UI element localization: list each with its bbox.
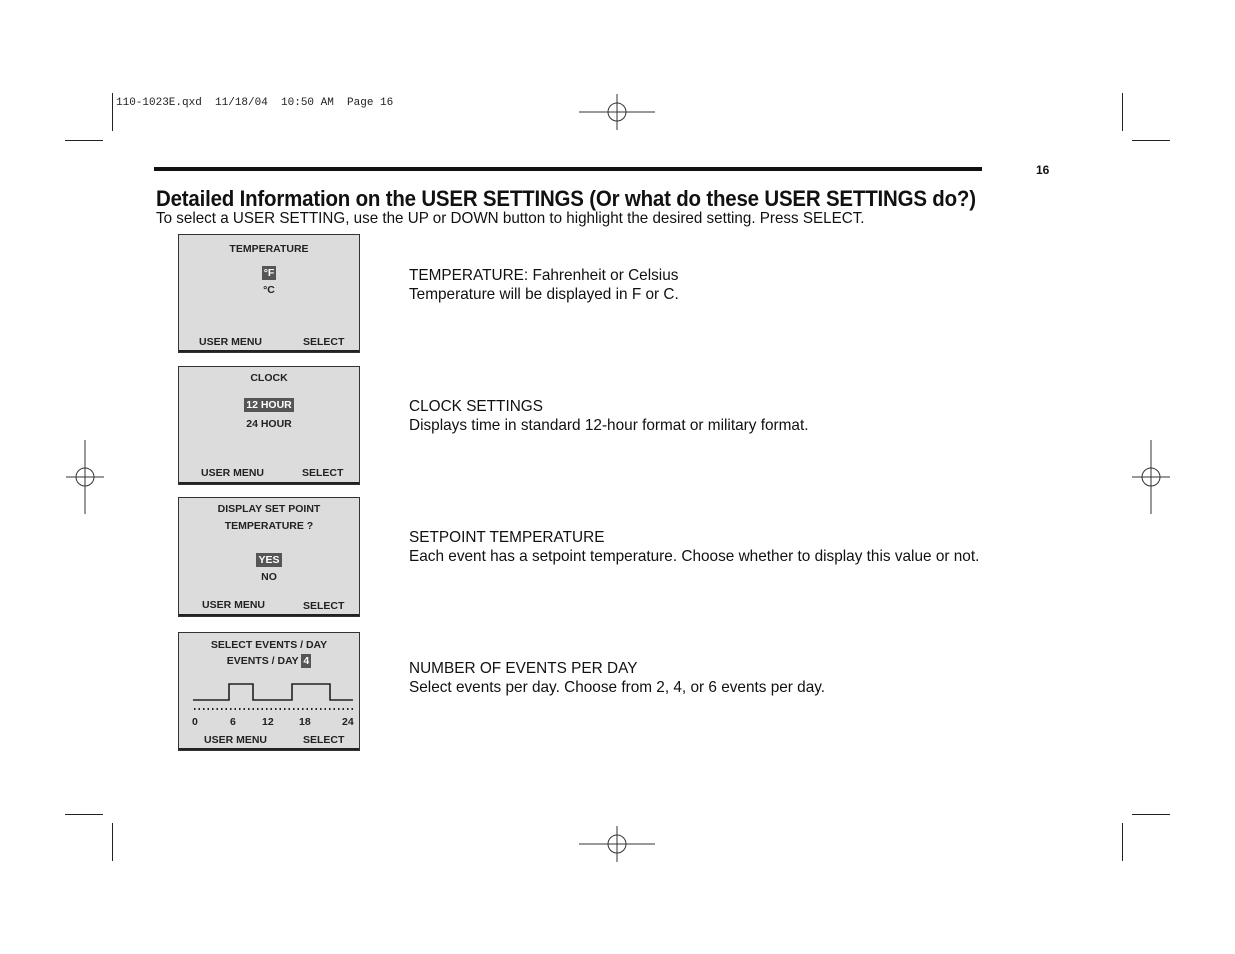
select-label[interactable]: SELECT (303, 336, 345, 348)
print-slug: 110-1023E.qxd 11/18/04 10:50 AM Page 16 (116, 97, 394, 109)
user-menu-label[interactable]: USER MENU (201, 467, 265, 479)
screen-title-line1: DISPLAY SET POINT (217, 503, 321, 515)
intro-text: To select a USER SETTING, use the UP or DOWN button to highlight the desired setting. Press SELECT. (156, 210, 865, 227)
screen-title: CLOCK (250, 372, 288, 384)
description-heading: SETPOINT TEMPERATURE (409, 529, 605, 546)
clock-screen (178, 366, 360, 485)
select-label[interactable]: SELECT (303, 600, 345, 612)
description-body: Select events per day. Choose from 2, 4, or 6 events per day. (409, 679, 826, 696)
screen-title: TEMPERATURE (229, 243, 309, 255)
crop-mark-bottom-left-h (65, 814, 103, 815)
registration-mark-left-icon (66, 440, 104, 514)
crop-mark-top-right-v (1122, 93, 1123, 131)
registration-mark-right-icon (1132, 440, 1170, 514)
no-option[interactable]: NO (261, 571, 277, 583)
crop-mark-bottom-right-v (1122, 823, 1123, 861)
description-heading: CLOCK SETTINGS (409, 398, 543, 415)
temperature-description (409, 266, 679, 304)
screen-title-line2: TEMPERATURE ? (224, 520, 314, 532)
option-row (179, 267, 359, 279)
screen-bottom-edge (179, 482, 359, 484)
24-hour-option[interactable]: 24 HOUR (246, 418, 292, 430)
registration-mark-top-icon (579, 94, 655, 130)
option-row (179, 554, 359, 566)
description-body: Temperature will be displayed in F or C. (409, 286, 679, 303)
events-value[interactable]: 4 (303, 655, 310, 667)
events-row (179, 655, 359, 667)
events-description (409, 659, 825, 697)
events-screen (178, 632, 360, 751)
screen-bottom-edge (179, 614, 359, 616)
temperature-screen (178, 234, 360, 353)
crop-mark-bottom-left-v (112, 823, 113, 861)
celsius-option[interactable]: °C (263, 284, 275, 296)
user-menu-label[interactable]: USER MENU (204, 734, 268, 746)
description-body: Each event has a setpoint temperature. Choose whether to display this value or not. (409, 548, 980, 565)
user-menu-label[interactable]: USER MENU (199, 336, 263, 348)
events-timeline-icon (191, 681, 355, 711)
screen-bottom-edge (179, 350, 359, 352)
select-label[interactable]: SELECT (302, 467, 344, 479)
header-rule (154, 167, 982, 171)
page-number: 16 (1036, 163, 1050, 177)
tick-label-18: 18 (299, 716, 311, 728)
crop-mark-top-right-h (1132, 140, 1170, 141)
tick-label-24: 24 (342, 716, 354, 728)
crop-mark-top-left-h (65, 140, 103, 141)
tick-label-0: 0 (192, 716, 198, 728)
description-body: Displays time in standard 12-hour format or military format. (409, 417, 809, 434)
option-row (179, 399, 359, 411)
crop-mark-top-left-v (112, 93, 113, 131)
crop-mark-bottom-right-h (1132, 814, 1170, 815)
tick-label-6: 6 (230, 716, 236, 728)
tick-label-12: 12 (262, 716, 274, 728)
yes-option[interactable]: YES (258, 554, 280, 566)
select-label[interactable]: SELECT (303, 734, 345, 746)
description-heading: TEMPERATURE: Fahrenheit or Celsius (409, 267, 679, 284)
screen-title-line1: SELECT EVENTS / DAY (210, 639, 328, 651)
description-heading: NUMBER OF EVENTS PER DAY (409, 660, 638, 677)
setpoint-description (409, 528, 979, 566)
12-hour-option[interactable]: 12 HOUR (246, 399, 292, 411)
registration-mark-bottom-icon (579, 826, 655, 862)
setpoint-screen (178, 497, 360, 617)
clock-description (409, 397, 808, 435)
events-label: EVENTS / DAY (226, 655, 299, 667)
screen-bottom-edge (179, 748, 359, 750)
fahrenheit-option[interactable]: °F (263, 267, 275, 279)
page-title: Detailed Information on the USER SETTINGS (Or what do these USER SETTINGS do?) (156, 186, 976, 211)
user-menu-label[interactable]: USER MENU (202, 599, 266, 611)
